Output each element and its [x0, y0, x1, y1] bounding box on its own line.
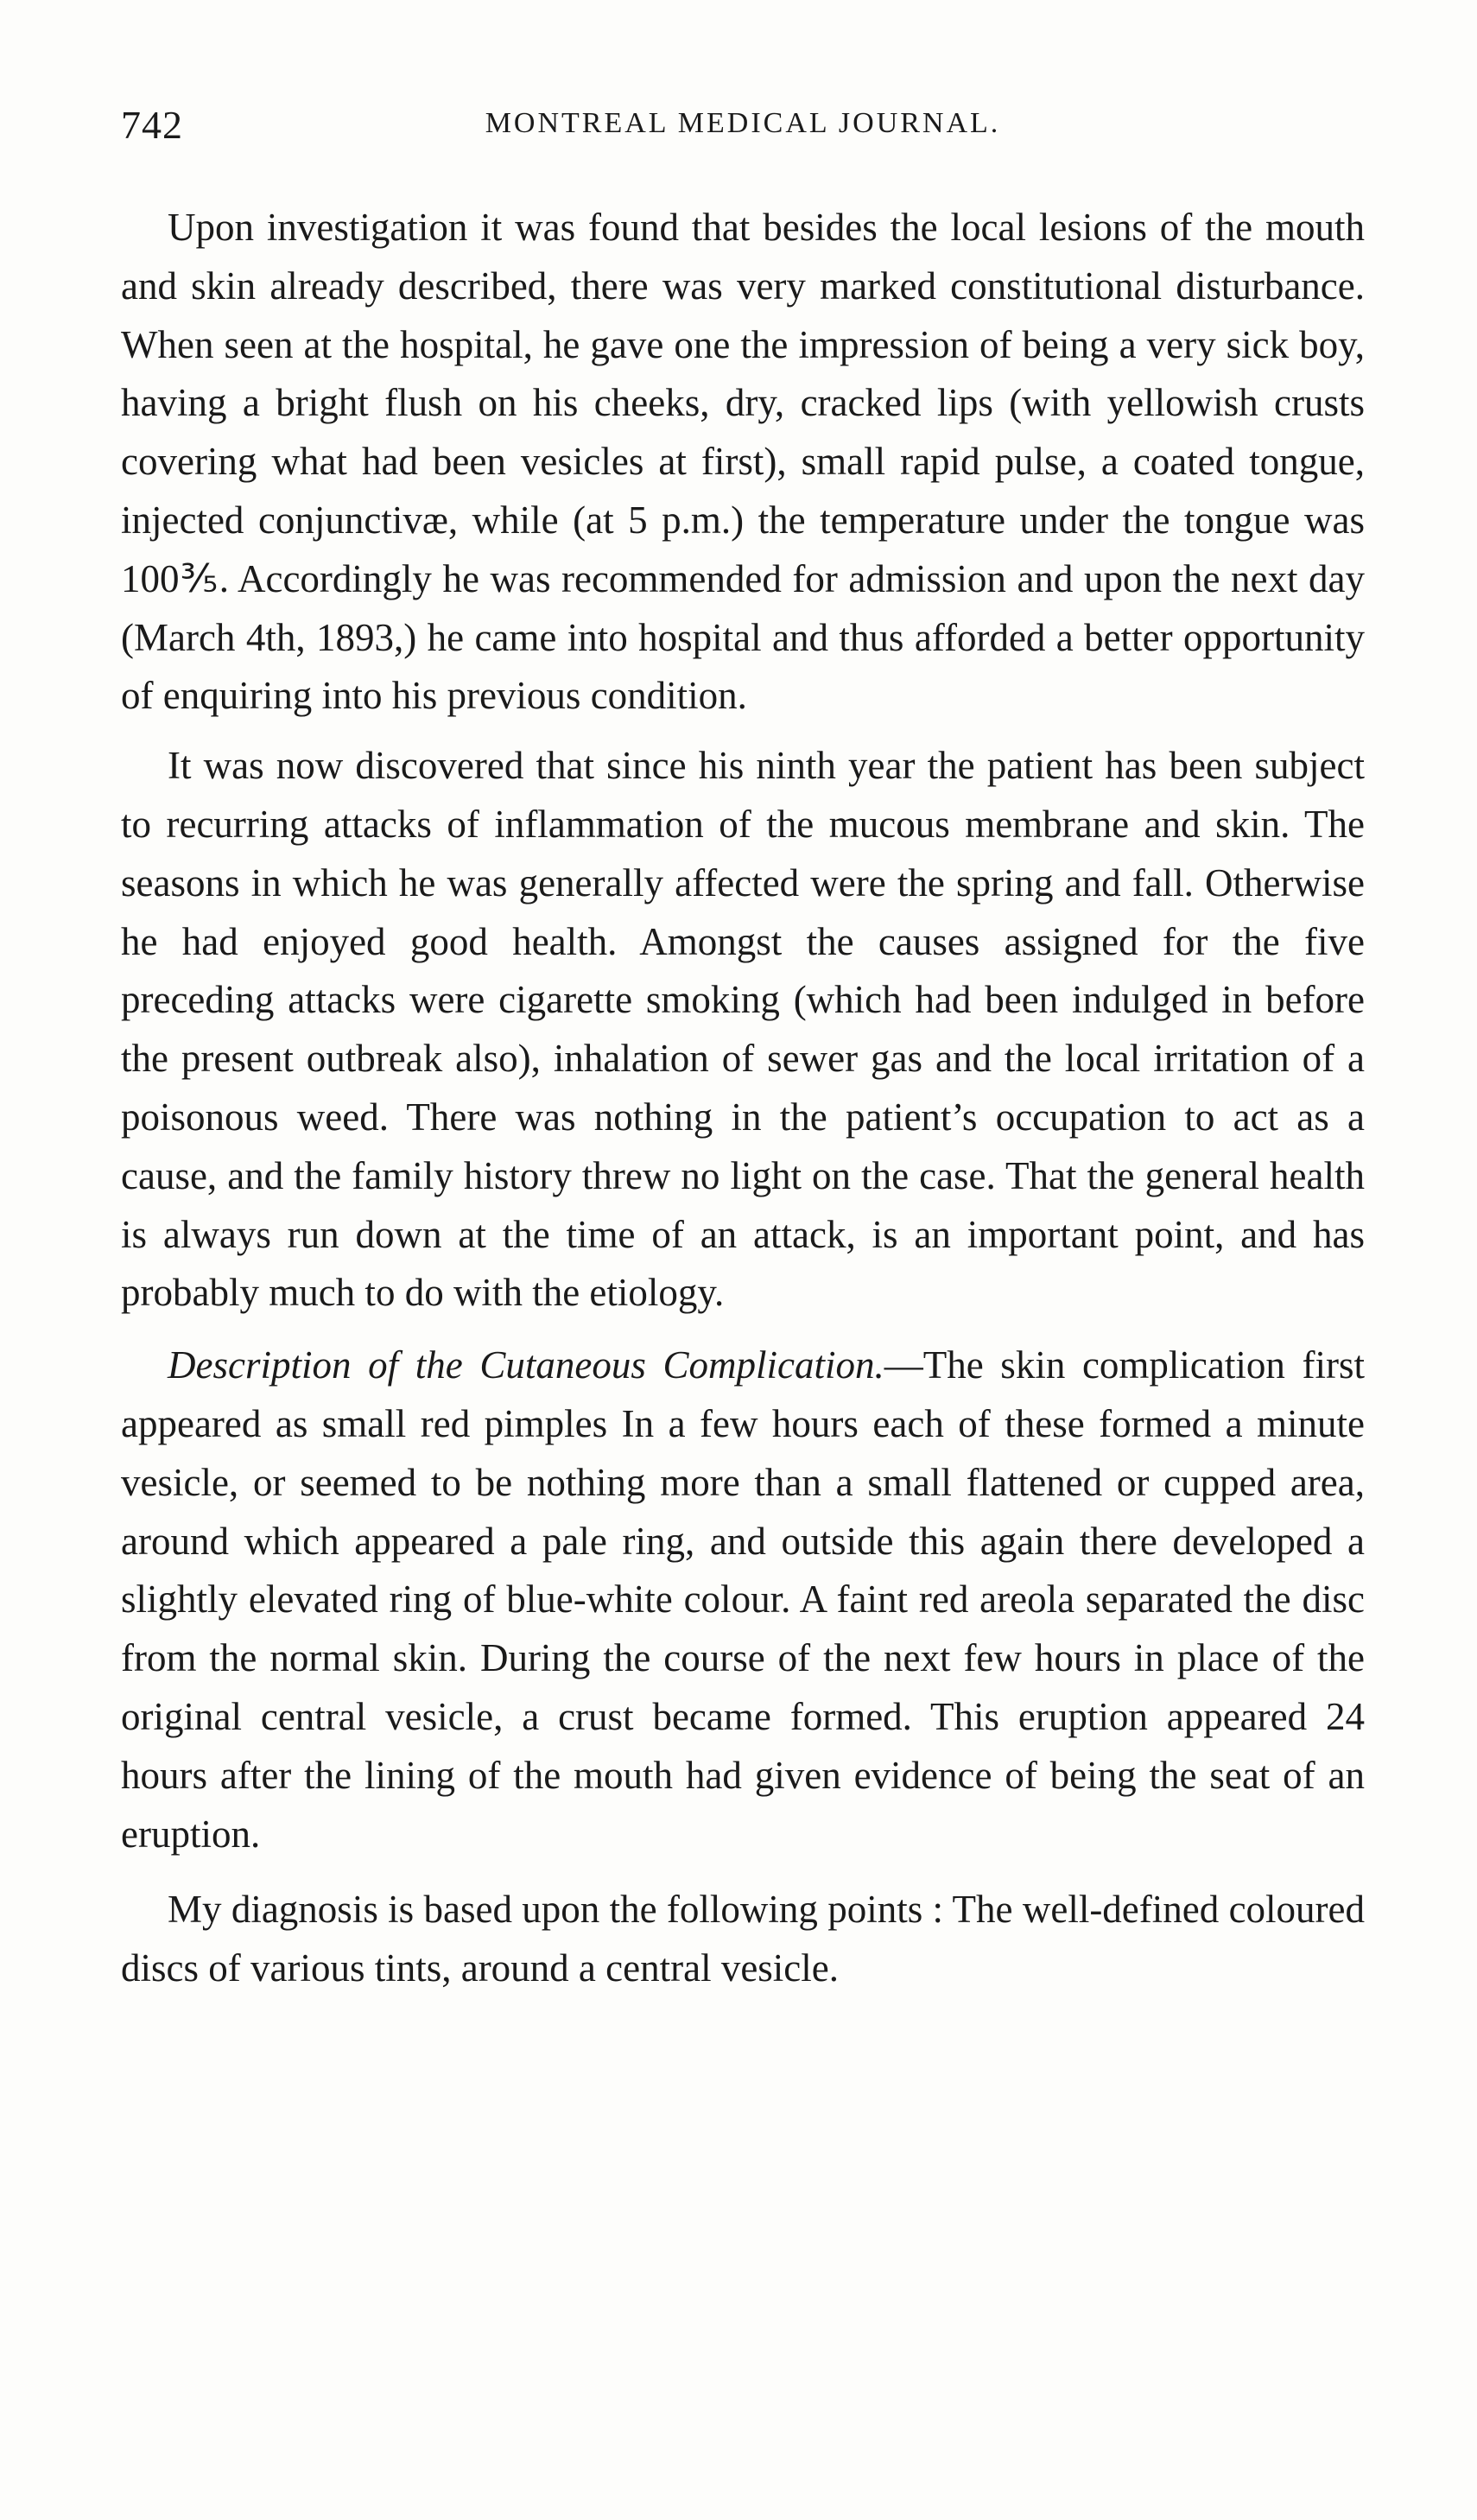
- paragraph-patient-history: [121, 737, 1365, 1323]
- section-title: Description of the Cutaneous Complication.: [168, 1343, 884, 1387]
- paragraph-cutaneous-complication: [121, 1336, 1365, 1863]
- running-head: [121, 102, 1365, 154]
- paragraph-text: My diagnosis is based upon the following points : The well-defined coloured discs of various tints, around a central vesicle.: [121, 1888, 1365, 1990]
- paragraph-text: Upon investigation it was found that besides the local lesions of the mouth and skin already described, there was very marked constitutional disturbance. When seen at the hospital, he gave one the impression of being a very sick boy, having a bright flush on his cheeks, dry, cracked lips (with yellowish crusts covering what had been vesicles at first), small rapid pulse, a coated tongue, injected conjunctivæ, while (at 5 p.m.) the temperature under the tongue was 100⅗. Accordingly he was recommended for admission and upon the next day (March 4th, 1893,) he came into hospital and thus afforded a better opportunity of enquiring into his previous condition.: [121, 206, 1365, 718]
- article-body: [121, 199, 1365, 1998]
- page-number: 742: [121, 103, 183, 147]
- paragraph-constitutional-disturbance: [121, 199, 1365, 726]
- paragraph-text: —The skin complication first appeared as small red pimples In a few hours each of these formed a minute vesicle, or seemed to be nothing more than a small flattened or cupped area, around which appeared a pale ring, and outside this again there developed a slightly elevated ring of blue-white colour. A faint red areola separated the disc from the normal skin. During the course of the next few hours in place of the original central vesicle, a crust became formed. This eruption appeared 24 hours after the lining of the mouth had given evidence of being the seat of an eruption.: [121, 1343, 1365, 1856]
- paragraph-text: It was now discovered that since his ninth year the patient has been subject to recurring attacks of inflammation of the mucous membrane and skin. The seasons in which he was generally affected were the spring and fall. Otherwise he had enjoyed good health. Amongst the causes assigned for the five preceding attacks were cigarette smoking (which had been indulged in before the present outbreak also), inhalation of sewer gas and the local irritation of a poisonous weed. There was nothing in the patient’s occupation to act as a cause, and the family history threw no light on the case. That the general health is always run down at the time of an attack, is an important point, and has probably much to do with the etiology.: [121, 744, 1365, 1315]
- paragraph-diagnosis: [121, 1881, 1365, 1998]
- journal-title: MONTREAL MEDICAL JOURNAL.: [485, 107, 1001, 139]
